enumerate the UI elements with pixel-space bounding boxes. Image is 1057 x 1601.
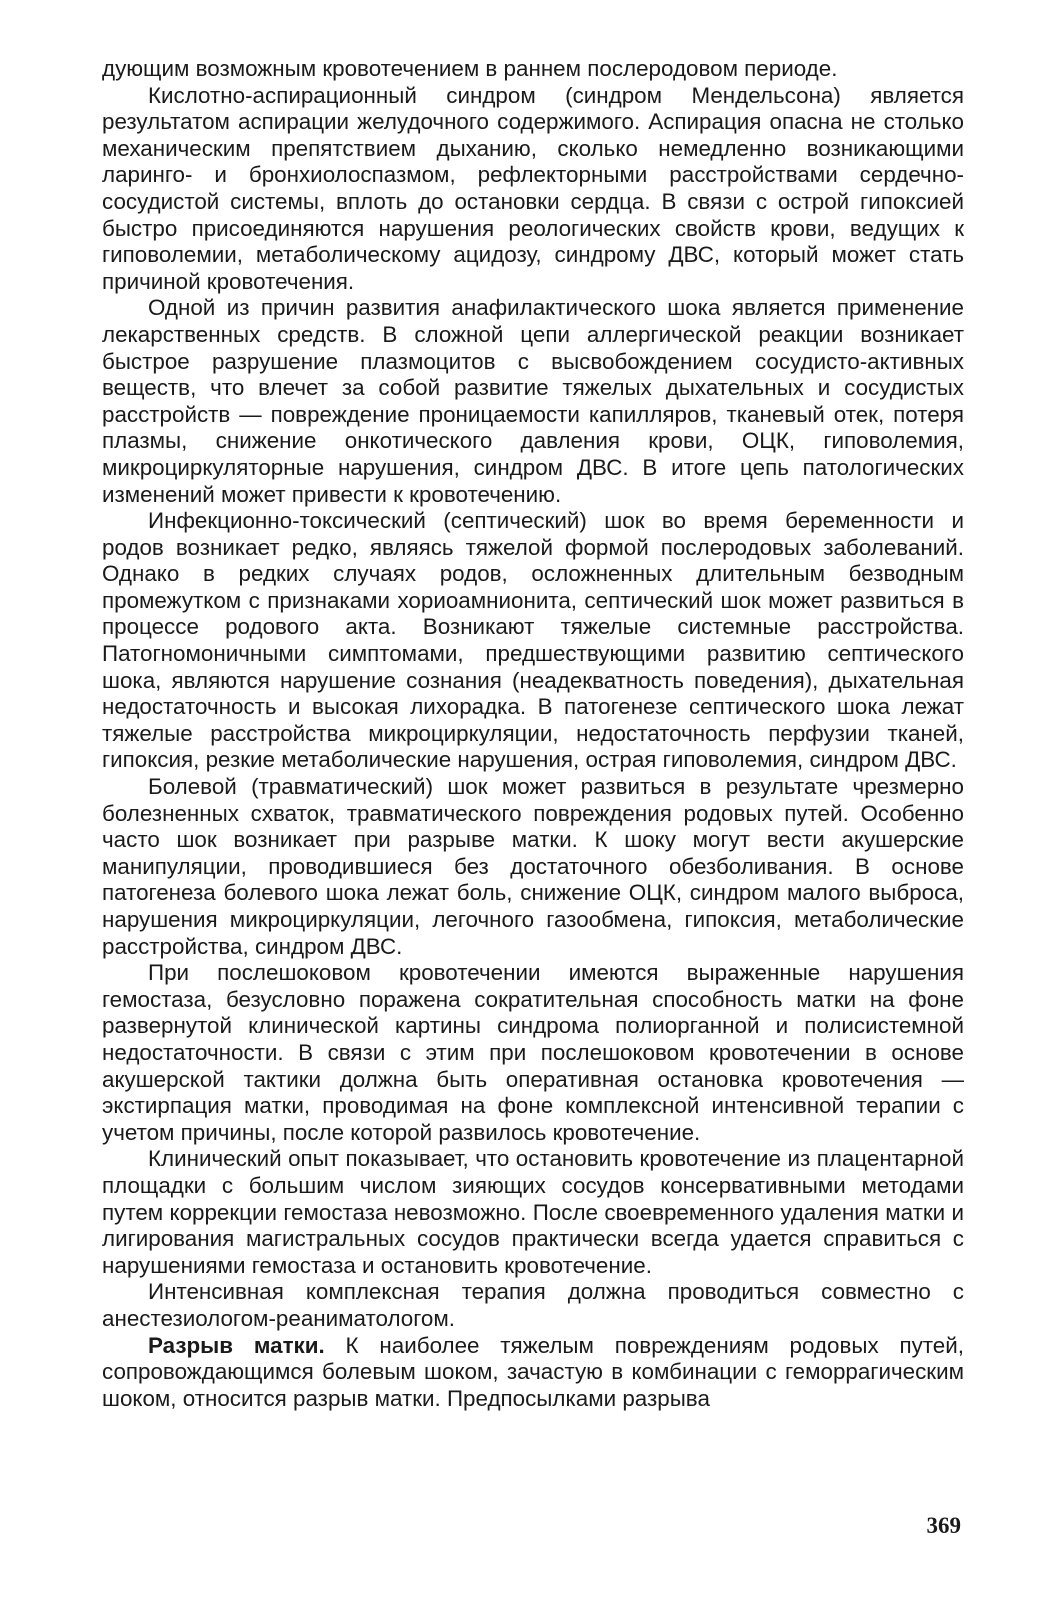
paragraph-pain-shock: Болевой (травматический) шок может развиться в результате чрезмерно болезненных схваток, травматического повреждения родовых путей. Особенно часто шок возникает при разрыве матки. К шоку могут вести акушерские манипуляции, проводившиеся без достаточного обезболивания. В основе патогенеза болевого шока лежат боль, снижение ОЦК, синдром малого выброса, нарушения микроциркуляции, легочного газообмена, гипоксия, метаболические расстройства, синдром ДВС. [102, 774, 964, 959]
paragraph-continued: дующим возможным кровотечением в раннем послеродовом периоде. [102, 56, 838, 81]
paragraph-anaphylactic-shock: Одной из причин развития анафилактического шока является применение лекарственных средств. В сложной цепи аллергической реакции возникает быстрое разрушение плазмоцитов с высвобождением сосудисто-активных веществ, что влечет за собой развитие тяжелых дыхательных и сосудистых расстройств — повреждение проницаемости капилляров, тканевый отек, потеря плазмы, снижение онкотического давления крови, ОЦК, гиповолемия, микроциркуляторные нарушения, синдром ДВС. В итоге цепь патологических изменений может привести к кровотечению. [102, 295, 964, 507]
paragraph-mendelson-syndrome: Кислотно-аспирационный синдром (синдром Мендельсона) является результатом аспирации желудочного содержимого. Аспирация опасна не столько механическим препятствием дыханию, сколько немедленно возникающими ларинго- и бронхиолоспазмом, рефлекторными расстройствами сердечно-сосудистой системы, вплоть до остановки сердца. В связи с острой гипоксией быстро присоединяются нарушения реологических свойств крови, ведущих к гиповолемии, метаболическому ацидозу, синдрому ДВС, который может стать причиной кровотечения. [102, 82, 964, 294]
paragraph-uterine-rupture [102, 1333, 964, 1413]
page-number: 369 [926, 1513, 961, 1538]
paragraph-uterine-rupture-text: К наиболее тяжелым повреждениям родовых путей, сопровождающимся болевым шоком, зачастую в комбинации с геморрагическим шоком, относится разрыв матки. Предпосылками разрыва [102, 1332, 964, 1411]
section-run-in-heading: Разрыв матки. [148, 1332, 325, 1358]
paragraph-intensive-therapy: Интенсивная комплексная терапия должна проводиться совместно с анестезиологом-реаниматологом. [102, 1279, 964, 1331]
paragraph-clinical-experience: Клинический опыт показывает, что остановить кровотечение из плацентарной площадки с большим числом зияющих сосудов консервативными методами путем коррекции гемостаза невозможно. После своевременного удаления матки и лигирования магистральных сосудов практически всегда удается справиться с нарушениями гемостаза и остановить кровотечение. [102, 1146, 964, 1278]
document-page [102, 56, 964, 1412]
paragraph-post-shock-bleeding: При послешоковом кровотечении имеются выраженные нарушения гемостаза, безусловно поражена сократительная способность матки на фоне развернутой клинической картины синдрома полиорганной и полисистемной недостаточности. В связи с этим при послешоковом кровотечении в основе акушерской тактики должна быть оперативная остановка кровотечения — экстирпация матки, проводимая на фоне комплексной интенсивной терапии с учетом причины, после которой развилось кровотечение. [102, 960, 964, 1145]
paragraph-septic-shock: Инфекционно-токсический (септический) шок во время беременности и родов возникает редко, являясь тяжелой формой послеродовых заболеваний. Однако в редких случаях родов, осложненных длительным безводным промежутком с признаками хориоамнионита, септический шок может развиться в процессе родового акта. Возникают тяжелые системные расстройства. Патогномоничными симптомами, предшествующими развитию септического шока, являются нарушение сознания (неадекватность поведения), дыхательная недостаточность и высокая лихорадка. В патогенезе септического шока лежат тяжелые расстройства микроциркуляции, недостаточность перфузии тканей, гипоксия, резкие метаболические нарушения, острая гиповолемия, синдром ДВС. [102, 508, 964, 773]
